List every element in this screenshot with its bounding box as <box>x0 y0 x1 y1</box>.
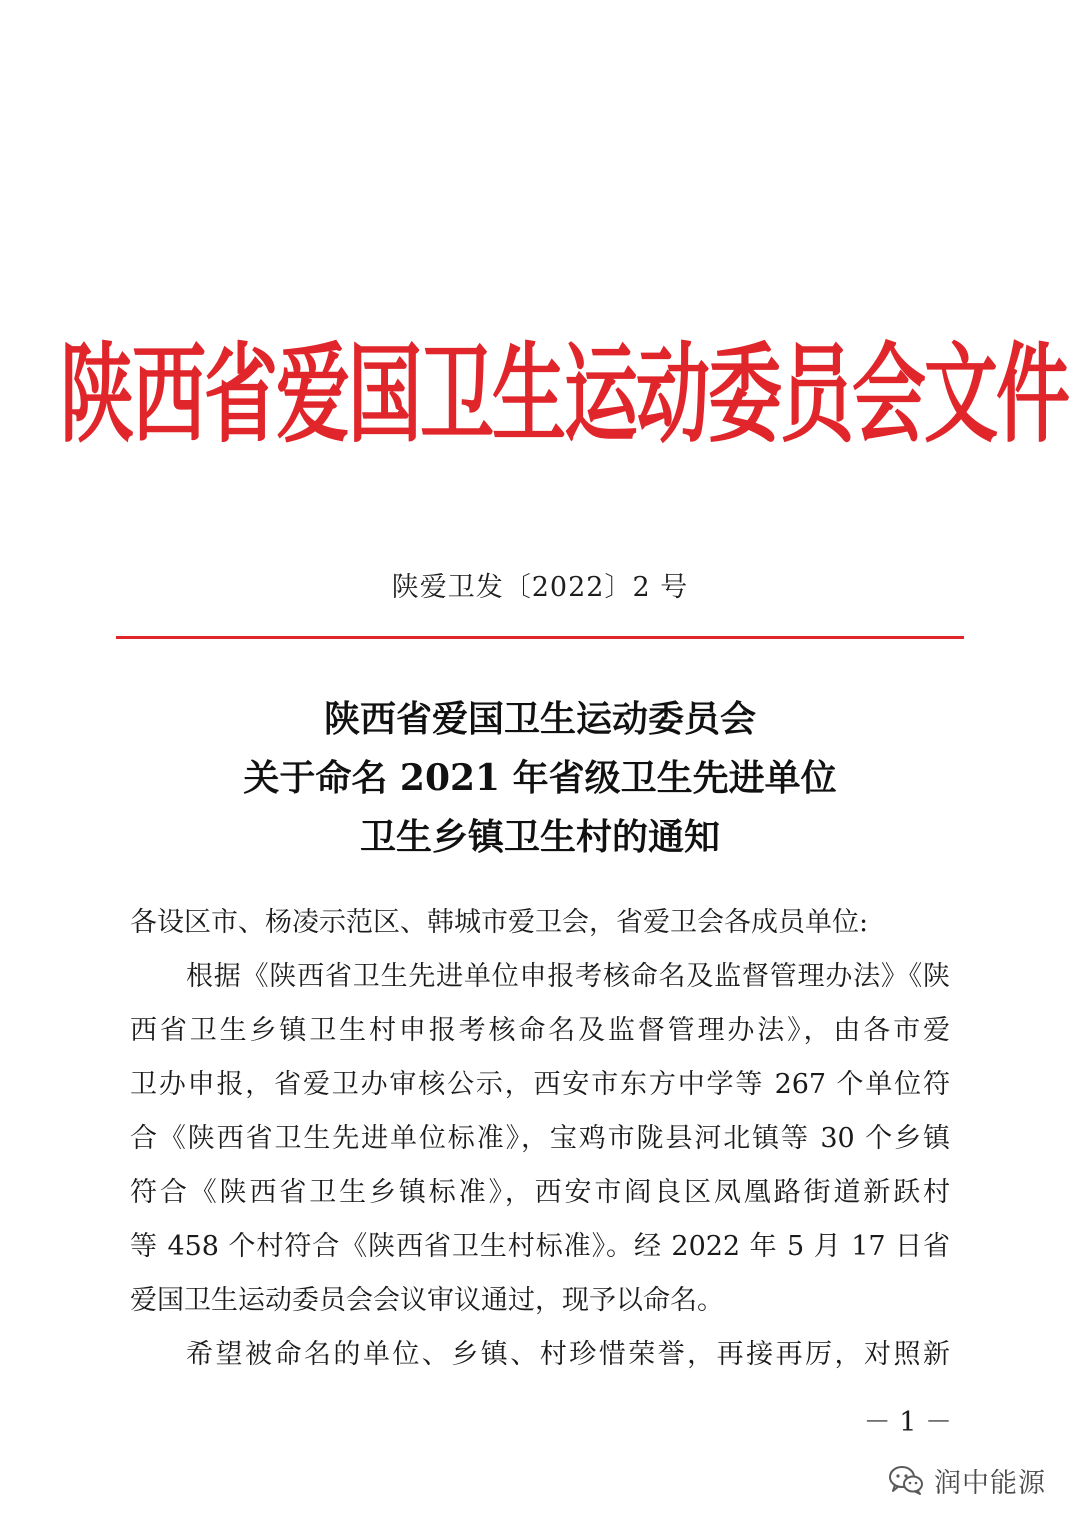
red-divider <box>116 636 964 639</box>
salutation: 各设区市、杨凌示范区、韩城市爱卫会，省爱卫会各成员单位: <box>130 907 869 938</box>
paragraph1-line-6: 等 458 个村符合《陕西省卫生村标准》。经 2022 年 5 月 17 日省 <box>130 1231 950 1262</box>
wechat-icon <box>888 1465 924 1495</box>
paragraph1-line-2: 西省卫生乡镇卫生村申报考核命名及监督管理办法》，由各市爱 <box>130 1015 950 1046</box>
paragraph1-line-1: 根据《陕西省卫生先进单位申报考核命名及监督管理办法》《陕 <box>186 961 950 992</box>
paragraph1-line-3: 卫办申报，省爱卫办审核公示，西安市东方中学等 267 个单位符 <box>130 1069 950 1100</box>
document-title <box>0 690 1080 867</box>
paragraph1-line-5: 符合《陕西省卫生乡镇标准》，西安市阎良区凤凰路街道新跃村 <box>130 1177 950 1208</box>
title-line-2: 关于命名 2021 年省级卫生先进单位 <box>243 757 837 799</box>
paragraph1-line-4: 合《陕西省卫生先进单位标准》，宝鸡市陇县河北镇等 30 个乡镇 <box>130 1123 950 1154</box>
title-line-1: 陕西省爱国卫生运动委员会 <box>323 698 756 740</box>
paragraph2-line-1: 希望被命名的单位、乡镇、村珍惜荣誉，再接再厉，对照新 <box>186 1339 950 1370</box>
watermark <box>888 1460 1046 1500</box>
title-line-3: 卫生乡镇卫生村的通知 <box>359 816 720 858</box>
issuer-banner: 陕西省爱国卫生运动委员会文件 <box>60 332 1068 458</box>
document-body <box>130 896 950 1382</box>
page-number: － 1 － <box>863 1407 952 1438</box>
paragraph1-line-7: 爱国卫生运动委员会会议审议通过，现予以命名。 <box>130 1285 724 1316</box>
document-number: 陕爱卫发〔2022〕2 号 <box>391 572 689 603</box>
watermark-text: 润中能源 <box>934 1467 1046 1499</box>
